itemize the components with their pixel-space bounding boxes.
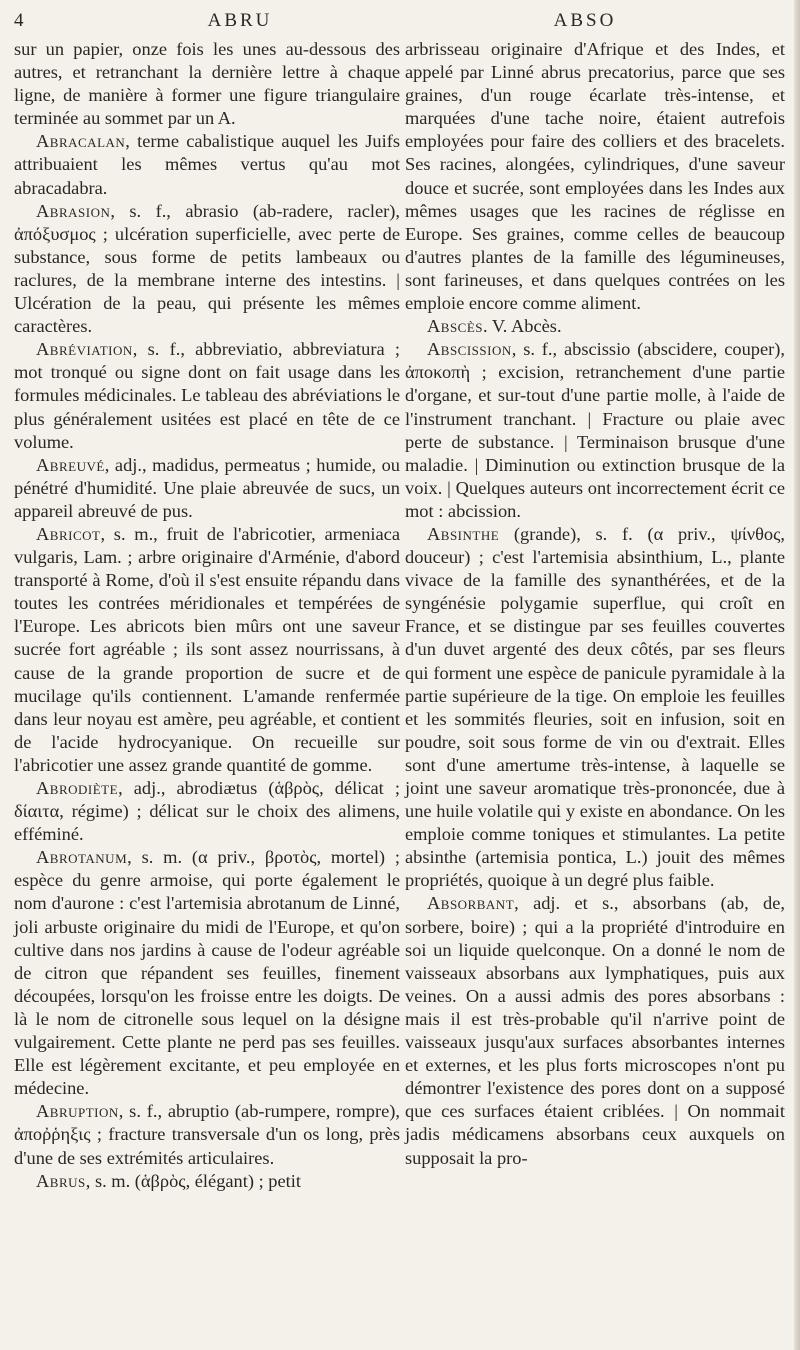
page-number: 4 xyxy=(14,10,27,31)
entry-text: . V. Abcès. xyxy=(483,316,562,337)
page-header xyxy=(0,10,800,40)
entry-text: sur un papier, onze fois les unes au-dessous des autres, et retranchant la dernière lettre à chaque ligne, de manière à former une figure triangulaire terminée au sommet par un A. xyxy=(14,39,400,129)
dictionary-entry xyxy=(405,338,785,523)
entry-continuation xyxy=(405,38,785,315)
left-column xyxy=(14,38,400,1193)
dictionary-entry xyxy=(405,892,785,1169)
entry-text: , s. m., fruit de l'abricotier, armeniaca vulgaris, Lam. ; arbre originaire d'Arménie, d'abord transporté à Rome, d'où il s'est ensuite répandu dans toutes les contrées méridionales et tempérées de l'Europe. Les abricots bien mûrs ont une saveur sucrée fort agréable ; ils sont assez nourrissans, à cause de la grande proportion de sucre et de mucilage qu'ils contiennent. L'amande renfermée dans leur noyau est amère, peu agréable, et contient de l'acide hydrocyanique. On recueille sur l'abricotier une assez grande quantité de gomme. xyxy=(14,523,400,775)
entry-headword: Abruption xyxy=(36,1101,119,1122)
entry-text: , s. f., abbreviatio, abbreviatura ; mot tronqué ou signe dont on fait usage dans les formules médicinales. Le tableau des abréviations le plus généralement usitées est placé en tête de ce volume. xyxy=(14,339,400,452)
entry-headword: Absinthe xyxy=(427,523,500,544)
entry-headword: Abscès xyxy=(427,316,484,337)
entry-text: , s. f., abscissio (abscidere, couper), ἀποκοπὴ ; excision, retranchement d'une partie d'organe, et sur-tout d'une partie molle, à l'aide de l'instrument tranchant. | Fracture ou plaie avec perte de substance. | Terminaison brusque d'une maladie. | Diminution ou extinction brusque de la voix. | Quelques auteurs ont incorrectement écrit ce mot : abcission. xyxy=(405,339,785,521)
entry-text: , s. f., abruptio (ab-rumpere, rompre), ἀποῤῥηξις ; fracture transversale d'un os long, près d'une de ses extrémités articulaires. xyxy=(14,1101,400,1168)
dictionary-entry xyxy=(14,523,400,777)
entry-text: , s. f., abrasio (ab-radere, racler), ἀπόξυσμος ; ulcération superficielle, avec perte de substance, sous forme de petits lambeaux ou raclures, de la membrane interne des intestins. | Ulcération de la peau, qui présente les mêmes caractères. xyxy=(14,200,400,337)
dictionary-entry xyxy=(14,130,400,199)
entry-headword: Abrasion xyxy=(36,200,111,221)
dictionary-entry xyxy=(14,1100,400,1169)
page-edge xyxy=(794,0,800,1350)
entry-text: , adj., abrodiætus (ἁβρὸς, délicat ; δίαιτα, régime) ; délicat sur le choix des alimens, efféminé. xyxy=(14,778,400,845)
entry-headword: Abricot xyxy=(36,523,101,544)
dictionary-entry xyxy=(405,523,785,893)
entry-headword: Absorbant xyxy=(427,893,515,914)
entry-text: , adj. et s., absorbans (ab, de, sorbere, boire) ; qui a la propriété d'introduire en soi un liquide quelconque. On a donné le nom de vaisseaux absorbans aux lymphatiques, puis aux veines. On a aussi admis des pores absorbans : mais il est très-probable qu'il n'arrive point de vaisseaux jusqu'aux surfaces absorbantes internes et externes, et les plus forts microscopes n'ont pu démontrer l'existence des pores dont on a supposé que ces surfaces étaient criblées. | On nommait jadis médicamens absorbans ceux auxquels on supposait la pro- xyxy=(405,893,785,1168)
dictionary-entry xyxy=(405,315,785,338)
entry-text: , adj., madidus, permeatus ; humide, ou pénétré d'humidité. Une plaie abreuvée de sucs, un appareil abreuvé de pus. xyxy=(14,454,400,521)
entry-headword: Abrodiète xyxy=(36,778,119,798)
dictionary-entry xyxy=(14,1170,400,1193)
dictionary-entry xyxy=(14,777,400,846)
entry-headword: Abréviation xyxy=(36,339,133,360)
entry-text: , s. m. (ἁβρὸς, élégant) ; petit xyxy=(85,1170,301,1191)
running-head-right: ABSO xyxy=(553,10,617,31)
running-head-left: ABRU xyxy=(207,10,273,31)
dictionary-entry xyxy=(14,338,400,453)
right-column xyxy=(405,38,785,1170)
entry-headword: Abrus xyxy=(36,1170,86,1191)
entry-text: arbrisseau originaire d'Afrique et des Indes, et appelé par Linné abrus precatorius, parce que ses graines, d'un rouge écarlate très-intense, et marquées d'une tache noire, étaient autrefois employées pour faire des colliers et des bracelets. Ses racines, alongées, cylindriques, d'une saveur douce et sucrée, sont employées dans les Indes aux mêmes usages que les racines de réglisse en Europe. Ses graines, comme celles de beaucoup d'autres plantes de la famille des légumineuses, sont farineuses, et dans quelques contrées on les emploie encore comme aliment. xyxy=(405,39,785,314)
entry-continuation xyxy=(14,38,400,130)
entry-headword: Abracalan xyxy=(36,131,126,152)
entry-text: , terme cabalistique auquel les Juifs attribuaient les mêmes vertus qu'au mot abracadabra. xyxy=(14,131,400,198)
entry-text: , s. m. (α priv., βροτὸς, mortel) ; espèce du genre armoise, qui porte également le nom d'aurone : c'est l'artemisia abrotanum de Linné, joli arbuste originaire du midi de l'Europe, et qu'on cultive dans nos jardins à cause de l'odeur agréable de citron que répandent ses feuilles, finement découpées, lorsqu'on les froisse entre les doigts. De là le nom de citronelle sous lequel on la désigne vulgairement. Cette plante ne perd pas ses feuilles. Elle est légèrement excitante, et peu employée en médecine. xyxy=(14,847,400,1099)
dictionary-entry xyxy=(14,454,400,523)
entry-text: (grande), s. f. (α priv., ψίνθος, douceur) ; c'est l'artemisia absinthium, L., plante vivace de la famille des synanthérées, et de la syngénésie polygamie superflue, qui croît en France, et se distingue par ses feuilles couvertes d'un duvet argenté des deux côtés, par ses fleurs qui forment une espèce de panicule pyramidale à la partie supérieure de la tige. On emploie les feuilles et les sommités fleuries, soit en infusion, soit en poudre, soit sous forme de vin ou d'extrait. Elles sont d'une amertume très-intense, à laquelle se joint une saveur aromatique très-prononcée, due à une huile volatile qui y existe en abondance. On les emploie comme toniques et stimulantes. La petite absinthe (artemisia pontica, L.) jouit des mêmes propriétés, quoique à un degré plus faible. xyxy=(405,523,785,891)
dictionary-entry xyxy=(14,846,400,1100)
entry-headword: Abrotanum xyxy=(36,847,128,868)
dictionary-entry xyxy=(14,200,400,339)
entry-headword: Abreuvé xyxy=(36,454,105,475)
entry-headword: Abscission xyxy=(427,339,512,360)
